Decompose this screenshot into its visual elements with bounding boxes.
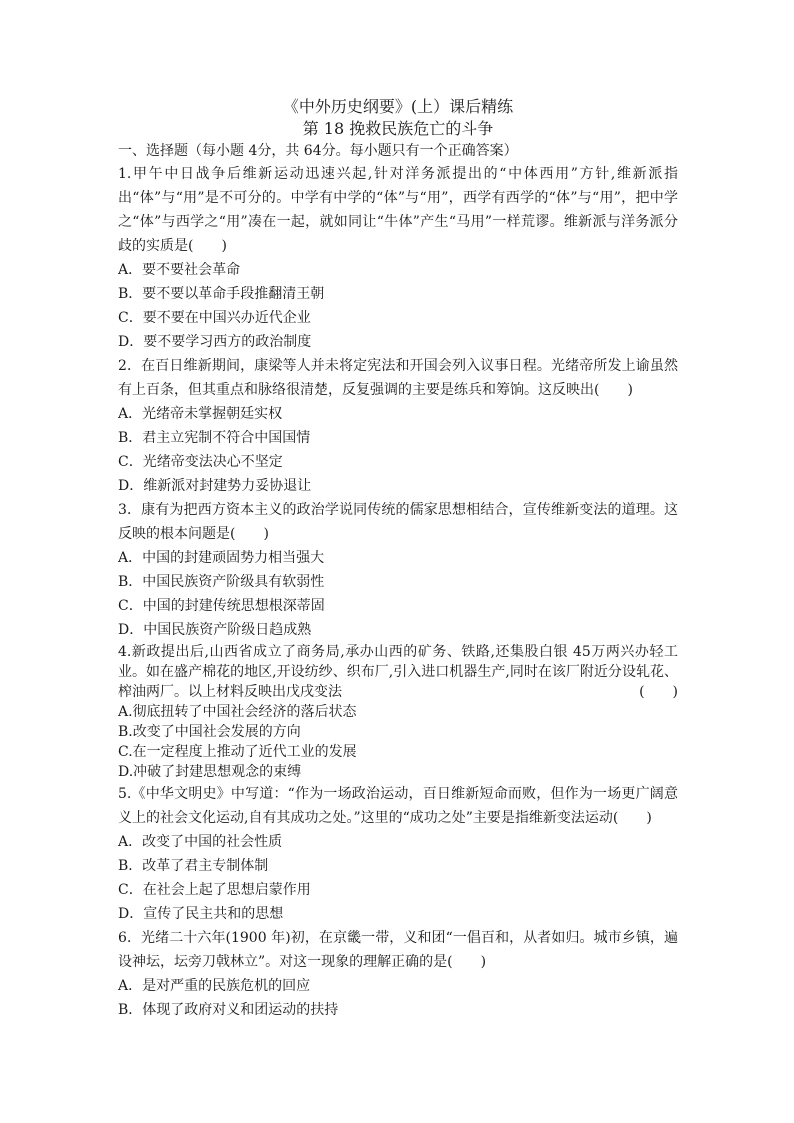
option-d: D.冲破了封建思想观念的束缚 <box>118 764 302 780</box>
question-3 <box>118 498 678 642</box>
option-a: A．中国的封建顽固势力相当强大 <box>118 550 325 566</box>
section-heading: 一、选择题（每小题 4分，共 64分。每小题只有一个正确答案） <box>118 143 518 159</box>
question-stem-text: 4.新政提出后,山西省成立了商务局,承办山西的矿务、铁路,还集股白银 45万两兴办轻工业。如在盛产棉花的地区,开设纺纱、织布厂,引入进口机器生产,同时在该厂附近分设轧花、榨油两厂。以上材料反映出戊戌变法 <box>118 644 678 700</box>
option-d: D．要不要学习西方的政治制度 <box>118 334 312 350</box>
option-a: A.彻底扭转了中国社会经济的落后状态 <box>118 704 357 720</box>
option-a: A．是对严重的民族危机的回应 <box>118 978 311 994</box>
option-d: D．维新派对封建势力妥协退让 <box>118 478 312 494</box>
option-b: B．改革了君主专制体制 <box>118 858 269 874</box>
option-d: D．中国民族资产阶级日趋成熟 <box>118 622 312 638</box>
option-c: C．要不要在中国兴办近代企业 <box>118 310 311 326</box>
question-2 <box>118 354 678 498</box>
option-c: C．中国的封建传统思想根深蒂固 <box>118 598 325 614</box>
option-b: B．要不要以革命手段推翻清王朝 <box>118 286 325 302</box>
question-5 <box>118 782 678 926</box>
question-4 <box>118 642 678 782</box>
question-stem: 5.《中华文明史》中写道：“作为一场政治运动，百日维新短命而败，但作为一场更广阔意义上的社会文化运动,自有其成功之处。”这里的“成功之处”主要是指维新变法运动( ) <box>118 786 678 826</box>
question-stem: 6．光绪二十六年(1900 年)初，在京畿一带，义和团“一倡百和，从者如归。城市乡镇，遍设神坛，坛旁刀戟林立”。对这一现象的理解正确的是( ) <box>118 930 678 970</box>
question-stem: 3．康有为把西方资本主义的政治学说同传统的儒家思想相结合，宣传维新变法的道理。这反映的根本问题是( ) <box>118 502 678 542</box>
question-6 <box>118 926 678 1022</box>
document-title: 《中外历史纲要》(上）课后精练 <box>282 97 514 116</box>
option-b: B．中国民族资产阶级具有软弱性 <box>118 574 325 590</box>
question-stem: 1.甲午中日战争后维新运动迅速兴起,针对洋务派提出的“中体西用”方针,维新派指出“体”与“用”是不可分的。中学有中学的“体”与“用”，西学有西学的“体”与“用”，把中学之“体”与西学之“用”凑在一起，就如同让“牛体”产生“马用”一样荒谬。维新派与洋务派分歧的实质是( ) <box>118 166 678 254</box>
option-b: B．体现了政府对义和团运动的扶持 <box>118 1002 339 1018</box>
option-c: C．在社会上起了思想启蒙作用 <box>118 882 311 898</box>
option-a: A．光绪帝未掌握朝廷实权 <box>118 406 283 422</box>
option-a: A．改变了中国的社会性质 <box>118 834 283 850</box>
option-b: B．君主立宪制不符合中国国情 <box>118 430 311 446</box>
question-1 <box>118 162 678 354</box>
option-b: B.改变了中国社会发展的方向 <box>118 724 301 740</box>
option-c: C．光绪帝变法决心不坚定 <box>118 454 283 470</box>
question-stem: 2．在百日维新期间，康梁等人并未将定宪法和开国会列入议事日程。光绪帝所发上谕虽然有上百条，但其重点和脉络很清楚，反复强调的主要是练兵和筹饷。这反映出( ) <box>118 358 678 398</box>
option-d: D．宣传了民主共和的思想 <box>118 906 284 922</box>
document-subtitle: 第 18 挽救民族危亡的斗争 <box>302 119 494 138</box>
document-page <box>118 96 678 1022</box>
answer-blank: ( ) <box>639 684 678 700</box>
option-c: C.在一定程度上推动了近代工业的发展 <box>118 744 357 760</box>
question-stem <box>118 642 678 702</box>
option-a: A．要不要社会革命 <box>118 262 241 278</box>
